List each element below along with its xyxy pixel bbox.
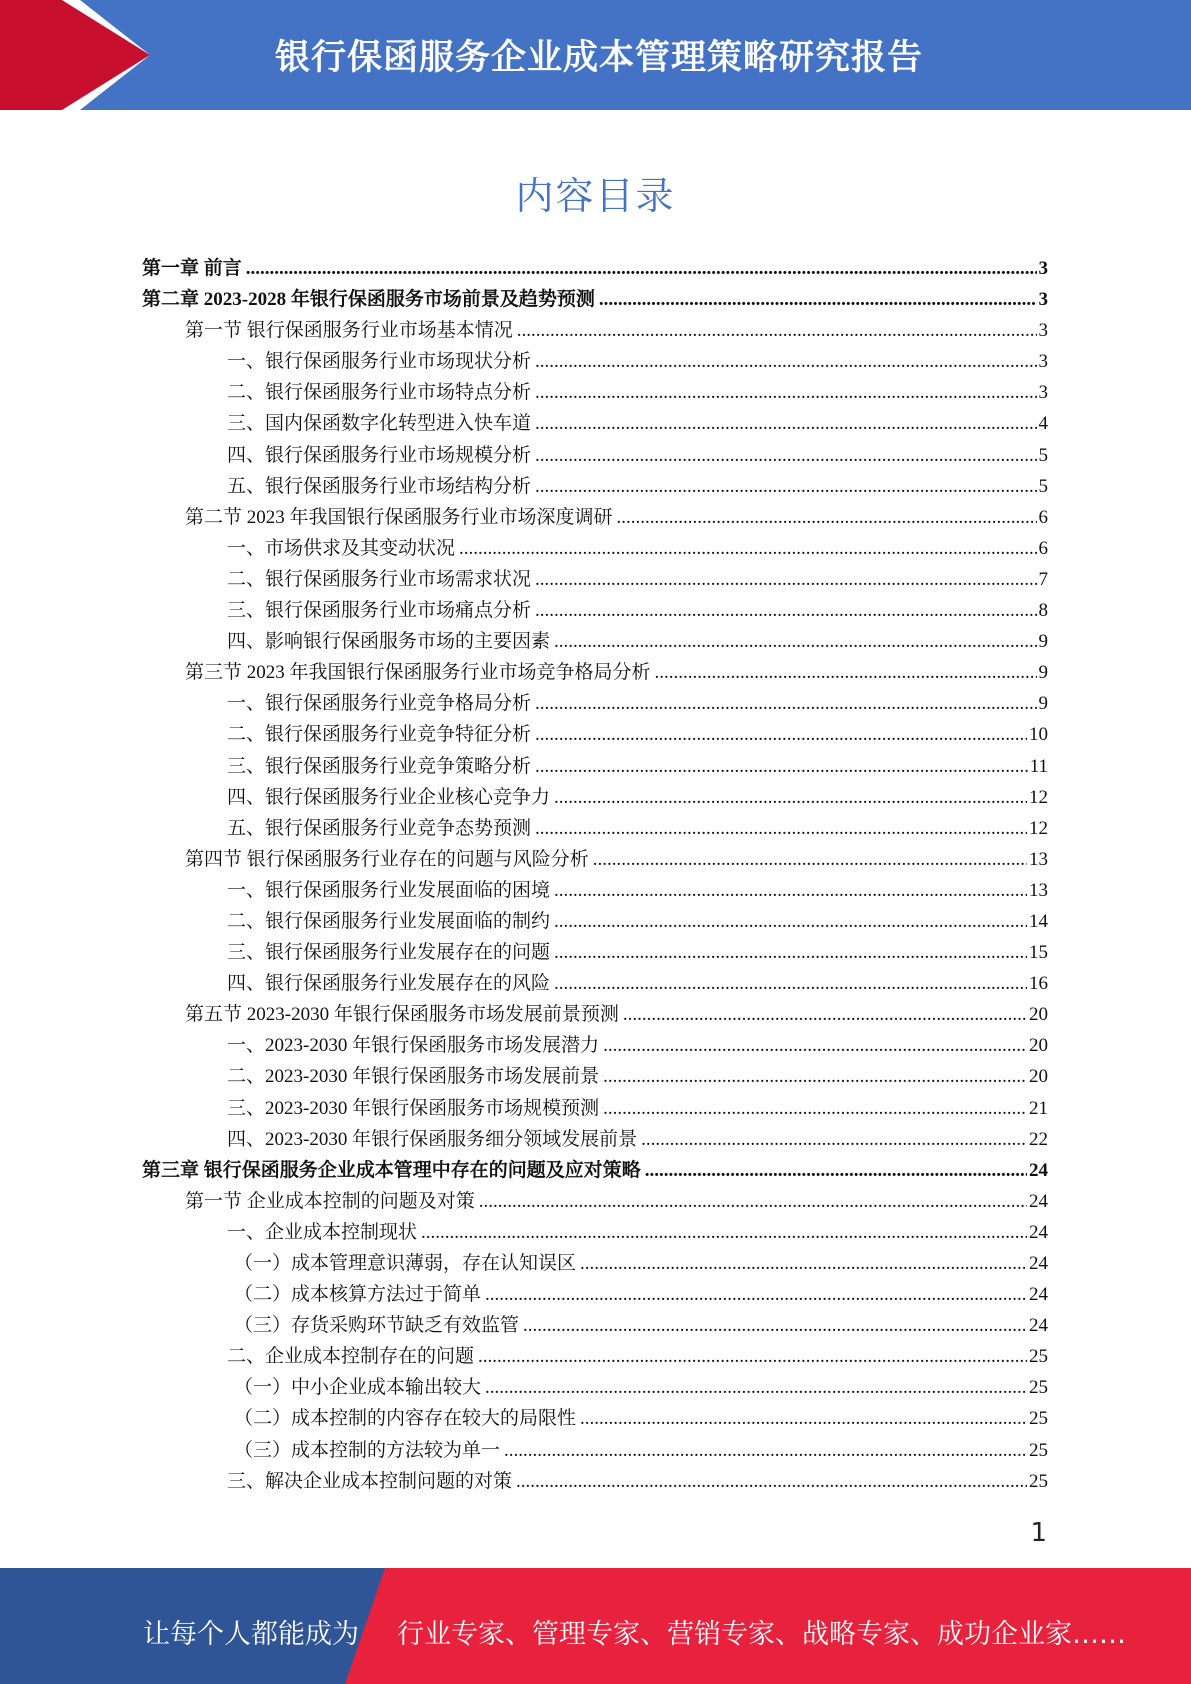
toc-leader-dots — [421, 1217, 1027, 1248]
toc-leader-dots — [535, 377, 1036, 408]
toc-leader-dots — [535, 471, 1036, 502]
toc-entry-page: 25 — [1029, 1470, 1048, 1492]
toc-leader-dots — [535, 719, 1027, 750]
toc-leader-dots — [535, 564, 1036, 595]
toc-leader-dots — [554, 875, 1027, 906]
toc-entry-page: 20 — [1029, 1004, 1048, 1026]
toc-entry[interactable] — [142, 253, 1048, 284]
toc-entry-label: 第二章 2023-2028 年银行保函服务市场前景及趋势预测 — [142, 289, 595, 311]
toc-entry[interactable] — [142, 1466, 1048, 1497]
toc-entry[interactable] — [142, 1248, 1048, 1279]
toc-entry[interactable] — [142, 595, 1048, 626]
toc-entry-page: 3 — [1038, 382, 1048, 404]
toc-entry[interactable] — [142, 626, 1048, 657]
toc-entry-label: （一）中小企业成本输出较大 — [234, 1377, 482, 1399]
toc-entry-label: 一、银行保函服务行业发展面临的困境 — [227, 879, 551, 901]
toc-entry-page: 13 — [1029, 848, 1048, 870]
toc-entry-page: 9 — [1038, 631, 1048, 653]
toc-leader-dots — [485, 1372, 1027, 1403]
toc-entry[interactable] — [142, 1124, 1048, 1155]
toc-entry-label: 二、企业成本控制存在的问题 — [227, 1346, 475, 1368]
toc-entry[interactable] — [142, 813, 1048, 844]
toc-entry-page: 5 — [1038, 444, 1048, 466]
toc-entry[interactable] — [142, 719, 1048, 750]
toc-entry-page: 3 — [1038, 258, 1048, 279]
toc-entry-page: 15 — [1029, 942, 1048, 964]
toc-entry[interactable] — [142, 1310, 1048, 1341]
toc-leader-dots — [535, 751, 1028, 782]
toc-leader-dots — [554, 782, 1027, 813]
toc-leader-dots — [504, 1435, 1027, 1466]
toc-entry[interactable] — [142, 1030, 1048, 1061]
toc-entry[interactable] — [142, 844, 1048, 875]
toc-entry-page: 25 — [1029, 1346, 1048, 1368]
toc-entry-page: 24 — [1029, 1221, 1048, 1243]
toc-entry-label: 三、解决企业成本控制问题的对策 — [227, 1470, 513, 1492]
toc-entry[interactable] — [142, 782, 1048, 813]
toc-entry[interactable] — [142, 1093, 1048, 1124]
toc-entry-page: 24 — [1029, 1315, 1048, 1337]
toc-entry-label: 三、银行保函服务行业发展存在的问题 — [227, 942, 551, 964]
toc-entry[interactable] — [142, 968, 1048, 999]
toc-leader-dots — [580, 1403, 1027, 1434]
toc-entry-label: 一、市场供求及其变动状况 — [227, 537, 456, 559]
toc-entry-label: 四、2023-2030 年银行保函服务细分领域发展前景 — [227, 1128, 638, 1150]
toc-entry-label: 第一节 银行保函服务行业市场基本情况 — [185, 320, 513, 342]
toc-entry-label: （三）存货采购环节缺乏有效监管 — [234, 1315, 520, 1337]
toc-entry[interactable] — [142, 751, 1048, 782]
toc-entry-label: 四、银行保函服务行业发展存在的风险 — [227, 973, 551, 995]
toc-entry[interactable] — [142, 1186, 1048, 1217]
report-title: 银行保函服务企业成本管理策略研究报告 — [275, 38, 924, 78]
toc-entry-label: 五、银行保函服务行业市场结构分析 — [227, 475, 532, 497]
toc-leader-dots — [478, 1341, 1027, 1372]
toc-entry[interactable] — [142, 1372, 1048, 1403]
toc-leader-dots — [617, 502, 1037, 533]
toc-entry-page: 8 — [1038, 600, 1048, 622]
toc-entry-label: 第一章 前言 — [142, 258, 242, 279]
toc-entry[interactable] — [142, 471, 1048, 502]
toc-entry-label: 二、银行保函服务行业竞争特征分析 — [227, 724, 532, 746]
page-number: 1 — [1030, 1518, 1047, 1548]
toc-entry-page: 25 — [1029, 1439, 1048, 1461]
toc-entry-label: 第四节 银行保函服务行业存在的问题与风险分析 — [185, 848, 589, 870]
toc-entry-page: 9 — [1038, 693, 1048, 715]
toc-list — [142, 253, 1048, 1497]
toc-entry-label: 四、影响银行保函服务市场的主要因素 — [227, 631, 551, 653]
toc-entry-page: 24 — [1029, 1190, 1048, 1212]
toc-entry[interactable] — [142, 1341, 1048, 1372]
toc-entry-label: 第二节 2023 年我国银行保函服务行业市场深度调研 — [185, 506, 613, 528]
toc-entry-page: 24 — [1029, 1253, 1048, 1274]
toc-leader-dots — [599, 284, 1037, 315]
toc-leader-dots — [603, 1093, 1027, 1124]
toc-leader-dots — [554, 968, 1027, 999]
toc-leader-dots — [523, 1310, 1027, 1341]
toc-entry-page: 24 — [1029, 1159, 1048, 1181]
toc-entry[interactable] — [142, 440, 1048, 471]
toc-entry-label: 五、银行保函服务行业竞争态势预测 — [227, 817, 532, 839]
toc-entry-label: （二）成本控制的内容存在较大的局限性 — [234, 1408, 577, 1430]
toc-entry-label: 四、银行保函服务行业企业核心竞争力 — [227, 786, 551, 808]
toc-leader-dots — [535, 688, 1036, 719]
footer-slogan-right: 行业专家、管理专家、营销专家、战略专家、成功企业家…… — [397, 1619, 1126, 1650]
toc-entry-page: 25 — [1029, 1408, 1048, 1430]
toc-entry-page: 9 — [1038, 662, 1048, 684]
toc-leader-dots — [623, 999, 1027, 1030]
toc-entry[interactable] — [142, 408, 1048, 439]
toc-entry-label: 二、2023-2030 年银行保函服务市场发展前景 — [227, 1066, 600, 1088]
toc-entry-label: 一、银行保函服务行业竞争格局分析 — [227, 693, 532, 715]
toc-entry-label: 一、银行保函服务行业市场现状分析 — [227, 351, 532, 373]
toc-entry[interactable] — [142, 346, 1048, 377]
toc-entry-label: 二、银行保函服务行业市场需求状况 — [227, 568, 532, 590]
toc-entry-label: 三、银行保函服务行业市场痛点分析 — [227, 600, 532, 622]
toc-entry-label: 二、银行保函服务行业市场特点分析 — [227, 382, 532, 404]
toc-entry-label: 三、国内保函数字化转型进入快车道 — [227, 413, 532, 435]
toc-entry-label: （三）成本控制的方法较为单一 — [234, 1439, 501, 1461]
toc-entry-page: 10 — [1029, 724, 1048, 746]
toc-entry-page: 14 — [1029, 910, 1048, 932]
toc-entry[interactable] — [142, 1155, 1048, 1186]
toc-entry-page: 5 — [1038, 475, 1048, 497]
toc-leader-dots — [517, 315, 1037, 346]
toc-leader-dots — [535, 408, 1036, 439]
toc-entry[interactable] — [142, 937, 1048, 968]
toc-entry-label: 第五节 2023-2030 年银行保函服务市场发展前景预测 — [185, 1004, 619, 1026]
toc-entry-label: 二、银行保函服务行业发展面临的制约 — [227, 910, 551, 932]
toc-entry-label: （一）成本管理意识薄弱，存在认知误区 — [234, 1253, 577, 1274]
toc-entry[interactable] — [142, 1279, 1048, 1310]
toc-leader-dots — [535, 813, 1027, 844]
toc-leader-dots — [459, 533, 1036, 564]
toc-leader-dots — [603, 1030, 1027, 1061]
toc-leader-dots — [485, 1279, 1027, 1310]
toc-entry-page: 22 — [1029, 1128, 1048, 1150]
toc-entry-page: 11 — [1029, 755, 1048, 777]
toc-entry[interactable] — [142, 875, 1048, 906]
footer-slogan-left: 让每个人都能成为 — [143, 1619, 359, 1650]
toc-entry-page: 12 — [1029, 817, 1048, 839]
toc-leader-dots — [246, 253, 1037, 284]
toc-leader-dots — [554, 626, 1036, 657]
toc-entry[interactable] — [142, 502, 1048, 533]
toc-leader-dots — [554, 906, 1027, 937]
toc-entry-page: 24 — [1029, 1284, 1048, 1306]
toc-entry-page: 20 — [1029, 1066, 1048, 1088]
toc-leader-dots — [479, 1186, 1027, 1217]
toc-entry-page: 4 — [1038, 413, 1048, 435]
toc-entry-label: 第三章 银行保函服务企业成本管理中存在的问题及应对策略 — [142, 1159, 641, 1181]
toc-entry-label: 第一节 企业成本控制的问题及对策 — [185, 1190, 475, 1212]
toc-entry-label: 四、银行保函服务行业市场规模分析 — [227, 444, 532, 466]
toc-entry-label: 三、2023-2030 年银行保函服务市场规模预测 — [227, 1097, 600, 1119]
toc-entry-page: 16 — [1029, 973, 1048, 995]
toc-entry-label: 一、企业成本控制现状 — [227, 1221, 418, 1243]
toc-entry[interactable] — [142, 999, 1048, 1030]
toc-entry[interactable] — [142, 533, 1048, 564]
toc-entry-label: 一、2023-2030 年银行保函服务市场发展潜力 — [227, 1035, 600, 1057]
toc-entry[interactable] — [142, 1217, 1048, 1248]
toc-leader-dots — [593, 844, 1027, 875]
toc-leader-dots — [641, 1124, 1027, 1155]
header-banner — [0, 0, 1191, 110]
toc-entry-label: 第三节 2023 年我国银行保函服务行业市场竞争格局分析 — [185, 662, 651, 684]
toc-entry[interactable] — [142, 284, 1048, 315]
toc-entry-page: 13 — [1029, 879, 1048, 901]
toc-leader-dots — [535, 346, 1036, 377]
toc-entry-page: 3 — [1038, 320, 1048, 342]
toc-leader-dots — [516, 1466, 1027, 1497]
toc-entry-page: 6 — [1038, 537, 1048, 559]
toc-entry[interactable] — [142, 906, 1048, 937]
toc-entry-page: 20 — [1029, 1035, 1048, 1057]
toc-entry[interactable] — [142, 564, 1048, 595]
toc-entry[interactable] — [142, 377, 1048, 408]
toc-leader-dots — [535, 595, 1036, 626]
toc-entry-label: 三、银行保函服务行业竞争策略分析 — [227, 755, 532, 777]
toc-entry-label: （二）成本核算方法过于简单 — [234, 1284, 482, 1306]
toc-leader-dots — [535, 440, 1036, 471]
toc-entry[interactable] — [142, 315, 1048, 346]
toc-leader-dots — [655, 657, 1037, 688]
toc-entry-page: 3 — [1038, 351, 1048, 373]
toc-entry[interactable] — [142, 657, 1048, 688]
toc-leader-dots — [554, 937, 1027, 968]
toc-entry-page: 12 — [1029, 786, 1048, 808]
toc-entry-page: 3 — [1038, 289, 1048, 311]
footer-banner — [0, 1568, 1191, 1684]
toc-entry[interactable] — [142, 1435, 1048, 1466]
toc-entry-page: 21 — [1029, 1097, 1048, 1119]
toc-entry-page: 6 — [1038, 506, 1048, 528]
toc-entry-page: 7 — [1038, 568, 1048, 590]
toc-leader-dots — [580, 1248, 1027, 1279]
toc-leader-dots — [603, 1061, 1027, 1092]
toc-entry[interactable] — [142, 1403, 1048, 1434]
toc-title: 内容目录 — [515, 174, 676, 218]
toc-entry[interactable] — [142, 1061, 1048, 1092]
toc-entry[interactable] — [142, 688, 1048, 719]
toc-entry-page: 25 — [1029, 1377, 1048, 1399]
toc-leader-dots — [645, 1155, 1027, 1186]
